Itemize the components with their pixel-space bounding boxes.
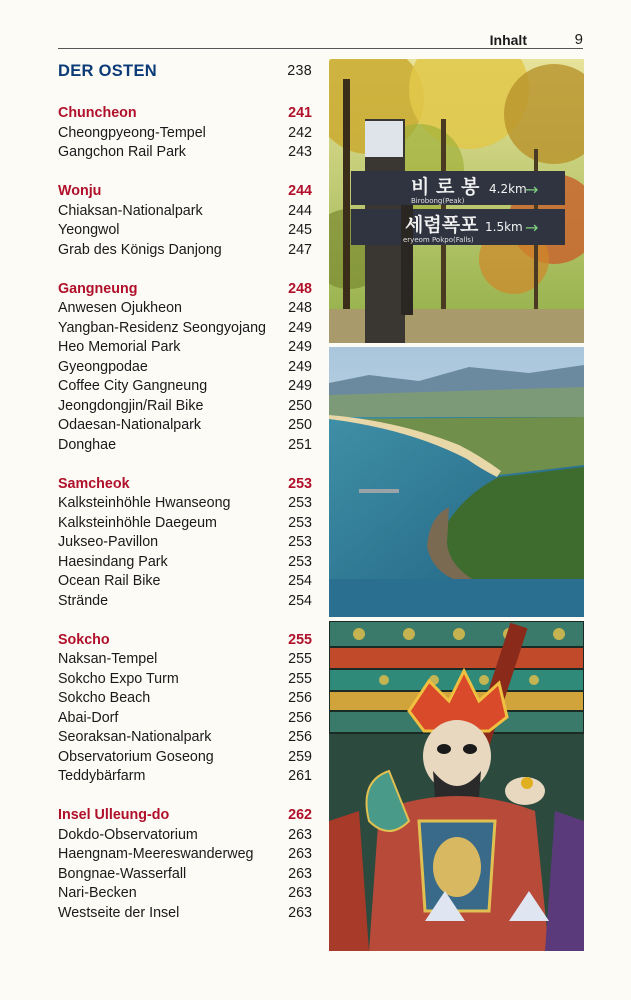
toc-region-label: Sokcho xyxy=(58,631,110,648)
toc-entry-haesindang-park[interactable] xyxy=(58,553,312,573)
toc-entry-gangchon-rail-park[interactable] xyxy=(58,143,312,163)
toc-entry-page: 250 xyxy=(288,397,312,414)
toc-region-label: Chuncheon xyxy=(58,105,137,121)
sign-top-distance: 4.2km xyxy=(489,182,527,196)
toc-entry-kalksteinhohle-hwanseong[interactable] xyxy=(58,494,312,514)
toc-entry-page: 249 xyxy=(288,378,312,394)
toc-entry-label: Chiaksan-Nationalpark xyxy=(58,202,203,219)
toc-entry-label: Sokcho Beach xyxy=(58,690,151,706)
toc-entry-page: 251 xyxy=(288,436,312,453)
toc-region-page: 241 xyxy=(288,105,312,121)
toc-entry-nari-becken[interactable] xyxy=(58,884,312,904)
toc-entry-page: 254 xyxy=(288,573,312,589)
toc-entry-label: Teddybärfarm xyxy=(58,768,146,784)
toc-entry-westseite-der-insel[interactable] xyxy=(58,904,312,924)
toc-region-label: Wonju xyxy=(58,183,102,199)
toc-region-wonju[interactable] xyxy=(58,182,312,202)
toc-entry-page: 263 xyxy=(288,826,312,843)
toc-entry-page: 256 xyxy=(288,709,312,726)
toc-entry-page: 255 xyxy=(288,651,312,667)
toc-entry-label: Yeongwol xyxy=(58,222,120,238)
toc-region-page: 262 xyxy=(288,807,312,823)
toc-entry-label: Donghae xyxy=(58,436,117,453)
toc-entry-coffee-city-gangneung[interactable] xyxy=(58,377,312,397)
toc-entry-sokcho-expo-turm[interactable] xyxy=(58,670,312,690)
toc-entry-page: 253 xyxy=(288,553,312,570)
toc-entry-page: 256 xyxy=(288,729,312,745)
photo-trail-signpost xyxy=(329,59,584,343)
toc-entry-gyeongpodae[interactable] xyxy=(58,358,312,378)
toc-entry-page: 263 xyxy=(288,846,312,862)
toc-entry-label: Haengnam-Meereswanderweg xyxy=(58,846,254,862)
toc-entry-abai-dorf[interactable] xyxy=(58,709,312,729)
toc-region-sokcho[interactable] xyxy=(58,631,312,651)
toc-entry-jeongdongjin-rail-bike[interactable] xyxy=(58,397,312,417)
toc-entry-label: Odaesan-Nationalpark xyxy=(58,417,202,433)
toc-entry-label: Anwesen Ojukheon xyxy=(58,300,182,316)
chapter-title-label: DER OSTEN xyxy=(58,62,157,80)
toc-entry-label: Jeongdongjin/Rail Bike xyxy=(58,397,204,414)
toc-spacer xyxy=(58,82,312,104)
toc-entry-chiaksan-nationalpark[interactable] xyxy=(58,202,312,222)
toc-entry-page: 244 xyxy=(288,202,312,219)
toc-entry-label: Ocean Rail Bike xyxy=(58,573,161,589)
toc-entry-page: 249 xyxy=(288,358,312,375)
toc-spacer xyxy=(58,611,312,631)
toc-entry-page: 256 xyxy=(288,690,312,706)
toc-chapter-title[interactable] xyxy=(58,60,312,82)
toc-entry-label: Kalksteinhöhle Daegeum xyxy=(58,514,217,531)
photo-temple-guardian xyxy=(329,621,584,951)
header-section-title: Inhalt xyxy=(489,32,527,48)
toc-entry-cheongpyeong-tempel[interactable] xyxy=(58,124,312,144)
arrow-right-icon: → xyxy=(525,218,539,237)
toc-entry-page: 255 xyxy=(288,670,312,687)
toc-entry-page: 253 xyxy=(288,534,312,550)
toc-entry-label: Jukseo-Pavillon xyxy=(58,534,159,550)
arrow-right-icon: → xyxy=(525,180,539,199)
sign-top-latin: Birobong(Peak) xyxy=(411,197,465,205)
toc-region-label: Gangneung xyxy=(58,280,138,297)
running-header xyxy=(58,28,583,49)
chapter-title-page: 238 xyxy=(287,63,312,79)
toc-entry-label: Westseite der Insel xyxy=(58,904,180,921)
toc-entry-label: Yangban-Residenz Seongyojang xyxy=(58,319,266,336)
toc-entry-page: 263 xyxy=(288,904,312,921)
toc-entry-odaesan-nationalpark[interactable] xyxy=(58,416,312,436)
toc-entry-observatorium-goseong[interactable] xyxy=(58,748,312,768)
toc-entry-bongnae-wasserfall[interactable] xyxy=(58,865,312,885)
toc-region-label: Samcheok xyxy=(58,475,130,492)
toc-entry-yeongwol[interactable] xyxy=(58,221,312,241)
toc-entry-jukseo-pavillon[interactable] xyxy=(58,533,312,553)
toc-entry-page: 259 xyxy=(288,748,312,765)
toc-region-page: 248 xyxy=(288,280,312,297)
toc-region-page: 255 xyxy=(288,631,312,648)
toc-entry-yangban-residenz-seongyojang[interactable] xyxy=(58,319,312,339)
toc-entry-label: Dokdo-Observatorium xyxy=(58,826,198,843)
toc-spacer xyxy=(58,163,312,183)
photo-coastline xyxy=(329,347,584,617)
toc-entry-donghae[interactable] xyxy=(58,436,312,456)
toc-entry-label: Sokcho Expo Turm xyxy=(58,670,179,687)
toc-entry-page: 250 xyxy=(288,417,312,433)
toc-entry-strande[interactable] xyxy=(58,592,312,612)
toc-entry-label: Naksan-Tempel xyxy=(58,651,158,667)
toc-entry-page: 245 xyxy=(288,222,312,238)
toc-spacer xyxy=(58,787,312,807)
toc-region-page: 253 xyxy=(288,475,312,492)
toc-entry-seoraksan-nationalpark[interactable] xyxy=(58,728,312,748)
toc-entry-page: 253 xyxy=(288,514,312,531)
toc-region-label: Insel Ulleung-do xyxy=(58,807,170,823)
toc-entry-page: 243 xyxy=(288,144,312,160)
toc-spacer xyxy=(58,260,312,280)
photo-column xyxy=(329,59,584,951)
toc-entry-label: Strände xyxy=(58,592,109,609)
toc-region-page: 244 xyxy=(288,183,312,199)
temple-guardian-illustration xyxy=(329,621,584,951)
toc-entry-haengnam-meereswanderweg[interactable] xyxy=(58,845,312,865)
toc-entry-page: 263 xyxy=(288,865,312,882)
toc-entry-naksan-tempel[interactable] xyxy=(58,650,312,670)
toc-entry-dokdo-observatorium[interactable] xyxy=(58,826,312,846)
signpost-photo-illustration xyxy=(329,59,584,343)
toc-entry-page: 242 xyxy=(288,124,312,141)
toc-entry-page: 249 xyxy=(288,339,312,355)
toc-entry-page: 247 xyxy=(288,241,312,258)
sign-bottom-latin: eryeom Pokpo(Falls) xyxy=(403,236,474,244)
toc-entry-ocean-rail-bike[interactable] xyxy=(58,572,312,592)
toc-region-gangneung[interactable] xyxy=(58,280,312,300)
toc-entry-page: 249 xyxy=(288,319,312,336)
toc-entry-label: Abai-Dorf xyxy=(58,709,119,726)
toc-entry-kalksteinhohle-daegeum[interactable] xyxy=(58,514,312,534)
toc-entry-label: Nari-Becken xyxy=(58,885,137,901)
toc-region-chuncheon[interactable] xyxy=(58,104,312,124)
toc-groups xyxy=(58,82,312,923)
toc-region-samcheok[interactable] xyxy=(58,475,312,495)
toc-entry-teddybarfarm[interactable] xyxy=(58,767,312,787)
header-page-number: 9 xyxy=(574,31,583,48)
toc-entry-label: Coffee City Gangneung xyxy=(58,378,208,394)
toc-region-insel-ulleung-do[interactable] xyxy=(58,806,312,826)
coastline-photo-illustration xyxy=(329,347,584,617)
table-of-contents xyxy=(58,60,312,923)
toc-entry-label: Bongnae-Wasserfall xyxy=(58,865,187,882)
toc-spacer xyxy=(58,455,312,475)
toc-entry-grab-des-konigs-danjong[interactable] xyxy=(58,241,312,261)
toc-entry-label: Cheongpyeong-Tempel xyxy=(58,124,206,141)
toc-entry-label: Seoraksan-Nationalpark xyxy=(58,729,212,745)
toc-entry-label: Observatorium Goseong xyxy=(58,748,214,765)
toc-entry-anwesen-ojukheon[interactable] xyxy=(58,299,312,319)
toc-entry-heo-memorial-park[interactable] xyxy=(58,338,312,358)
sign-top-korean: 비 로 봉 xyxy=(411,176,480,198)
toc-entry-page: 248 xyxy=(288,300,312,316)
toc-entry-label: Gangchon Rail Park xyxy=(58,144,186,160)
sign-bottom-korean: 세렴폭포 xyxy=(405,214,479,236)
toc-entry-label: Grab des Königs Danjong xyxy=(58,241,222,258)
toc-entry-label: Kalksteinhöhle Hwanseong xyxy=(58,495,231,511)
toc-entry-page: 261 xyxy=(288,768,312,784)
toc-entry-label: Heo Memorial Park xyxy=(58,339,181,355)
sign-bottom-distance: 1.5km xyxy=(485,220,523,234)
toc-entry-label: Gyeongpodae xyxy=(58,358,148,375)
toc-entry-sokcho-beach[interactable] xyxy=(58,689,312,709)
toc-entry-page: 254 xyxy=(288,592,312,609)
toc-entry-label: Haesindang Park xyxy=(58,553,168,570)
toc-entry-page: 263 xyxy=(288,885,312,901)
toc-entry-page: 253 xyxy=(288,495,312,511)
